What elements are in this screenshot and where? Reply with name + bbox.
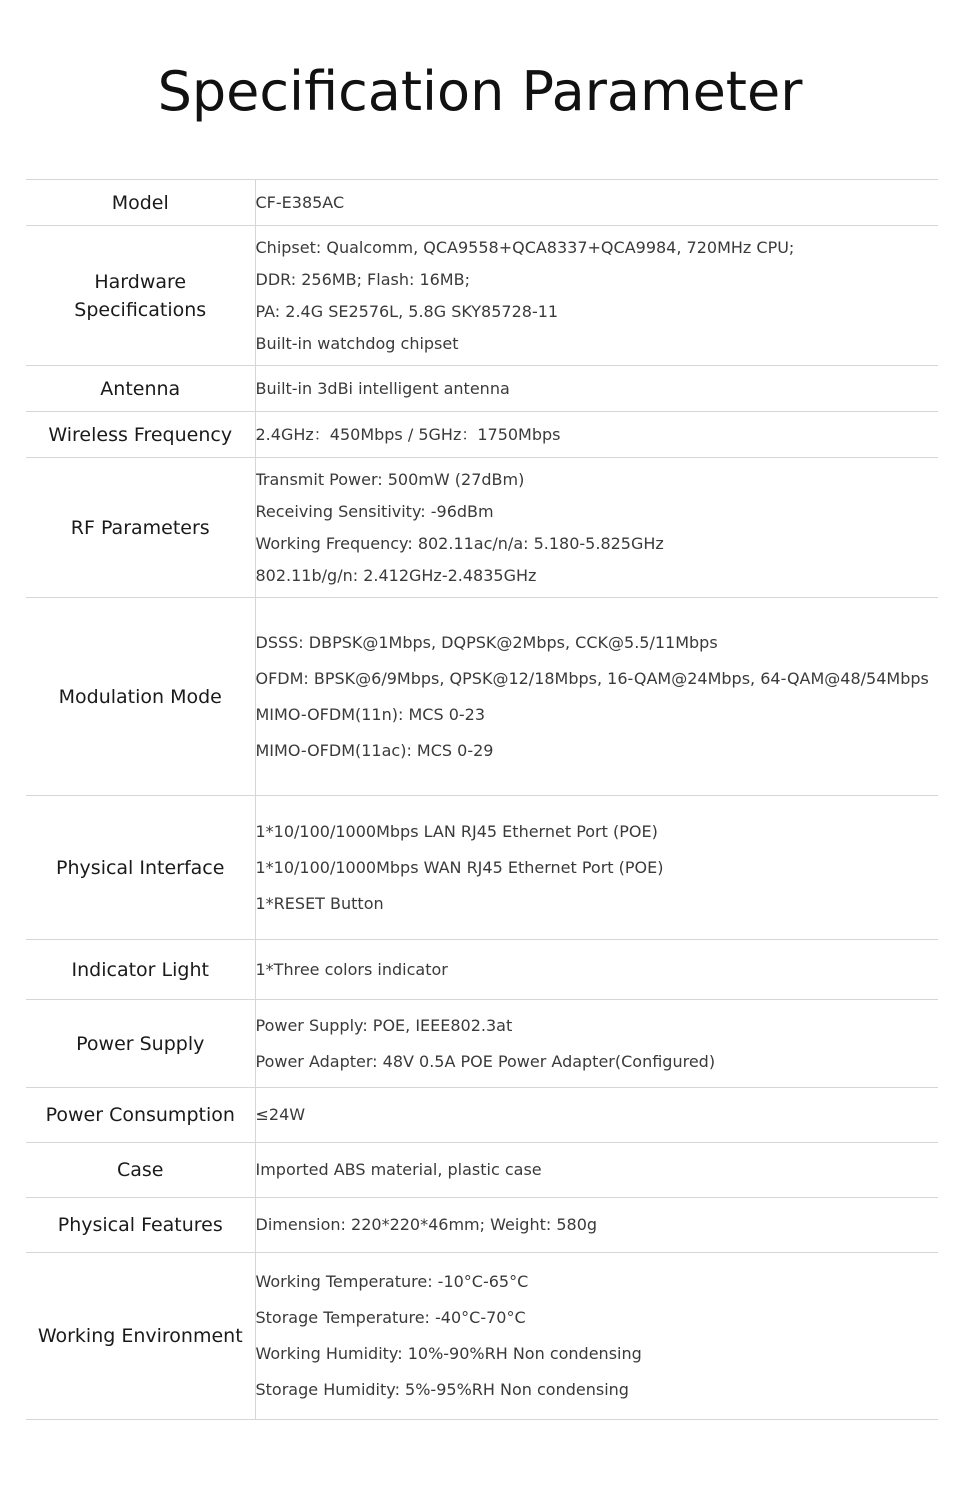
row-label: Power Supply [26,1000,255,1088]
value-line: 1*RESET Button [255,893,384,913]
row-value [255,180,938,226]
value-line: MIMO-OFDM(11n): MCS 0-23 [255,704,485,724]
row-value [255,1198,938,1253]
spec-row-indicator-light [26,940,938,1000]
value-line: Chipset: Qualcomm, QCA9558+QCA8337+QCA9984, 720MHz CPU; [255,237,795,257]
value-line: Receiving Sensitivity: -96dBm [255,501,494,521]
value-line: DSSS: DBPSK@1Mbps, DQPSK@2Mbps, CCK@5.5/11Mbps [255,632,718,652]
value-line: Built-in watchdog chipset [255,333,459,353]
row-label: Physical Features [26,1198,255,1253]
row-value [255,1000,938,1088]
label-line: Hardware [94,270,187,293]
value-line: Power Supply: POE, IEEE802.3at [255,1015,513,1035]
value-line: DDR: 256MB; Flash: 16MB; [255,269,470,289]
spec-row-physical-features [26,1198,938,1253]
label-line: Specifications [74,298,207,321]
row-label: Wireless Frequency [26,412,255,458]
row-label: Antenna [26,366,255,412]
row-value [255,598,938,796]
row-value [255,412,938,458]
row-value [255,1088,938,1143]
row-value [255,1253,938,1420]
spec-row-modulation-mode [26,598,938,796]
value-line: ≤24W [255,1105,306,1124]
row-value [255,796,938,940]
row-value [255,1143,938,1198]
row-label: RF Parameters [26,458,255,598]
spec-row-case [26,1143,938,1198]
spec-table [26,179,938,1420]
row-label: Working Environment [26,1253,255,1420]
row-value [255,458,938,598]
spec-row-antenna [26,366,938,412]
row-value [255,366,938,412]
row-label: Modulation Mode [26,598,255,796]
spec-row-working-environment [26,1253,938,1420]
value-line: Imported ABS material, plastic case [255,1160,542,1179]
value-line: 2.4GHz：450Mbps / 5GHz：1750Mbps [255,424,561,444]
row-label [26,226,255,366]
page-title: Specification Parameter [157,60,803,123]
row-value [255,226,938,366]
spec-row-power-supply [26,1000,938,1088]
value-line: PA: 2.4G SE2576L, 5.8G SKY85728-11 [255,301,559,321]
value-line: CF-E385AC [255,192,345,212]
value-line: Transmit Power: 500mW (27dBm) [255,469,525,489]
value-line: Dimension: 220*220*46mm; Weight: 580g [255,1215,598,1234]
spec-row-model [26,180,938,226]
value-line: Working Frequency: 802.11ac/n/a: 5.180-5.825GHz [255,533,664,553]
value-line: 1*10/100/1000Mbps LAN RJ45 Ethernet Port (POE) [255,821,658,841]
value-line: 1*10/100/1000Mbps WAN RJ45 Ethernet Port (POE) [255,857,664,877]
value-line: Storage Temperature: -40°C-70°C [255,1308,526,1327]
value-line: MIMO-OFDM(11ac): MCS 0-29 [255,740,494,760]
spec-row-rf-parameters [26,458,938,598]
value-line: Power Adapter: 48V 0.5A POE Power Adapter(Configured) [255,1051,716,1071]
value-line: Working Temperature: -10°C-65°C [255,1272,529,1291]
row-label: Case [26,1143,255,1198]
value-line: 802.11b/g/n: 2.412GHz-2.4835GHz [255,565,537,585]
spec-row-physical-interface [26,796,938,940]
row-value [255,940,938,1000]
value-line: Built-in 3dBi intelligent antenna [255,378,510,398]
spec-row-power-consumption [26,1088,938,1143]
row-label: Indicator Light [26,940,255,1000]
row-label: Physical Interface [26,796,255,940]
value-line: OFDM: BPSK@6/9Mbps, QPSK@12/18Mbps, 16-QAM@24Mbps, 64-QAM@48/54Mbps [255,668,929,688]
spec-row-hardware [26,226,938,366]
spec-row-wireless-frequency [26,412,938,458]
row-label: Model [26,180,255,226]
value-line: Storage Humidity: 5%-95%RH Non condensing [255,1380,629,1399]
value-line: 1*Three colors indicator [255,959,448,979]
row-label: Power Consumption [26,1088,255,1143]
value-line: Working Humidity: 10%-90%RH Non condensing [255,1344,642,1363]
